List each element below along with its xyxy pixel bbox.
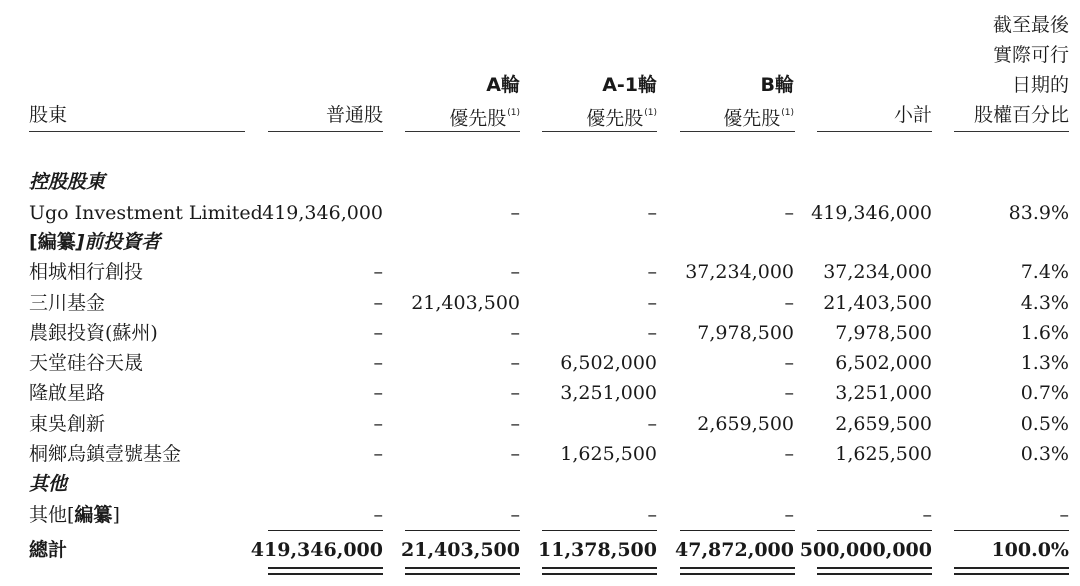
table-row	[0, 409, 1080, 439]
double-line-a-2	[405, 573, 520, 575]
cell-subtotal: 419,346,000	[811, 202, 932, 224]
row-name: 農銀投資(蘇州)	[29, 322, 158, 344]
cell-ordinary: 419,346,000	[262, 202, 383, 224]
cell-a-preferred: –	[510, 261, 520, 283]
cell-a-preferred: –	[510, 202, 520, 224]
total-b-preferred: 47,872,000	[675, 539, 794, 561]
double-line-a1-2	[542, 573, 657, 575]
cell-percentage: 4.3%	[1020, 292, 1069, 314]
header-subtotal: 小計	[893, 104, 932, 126]
cell-ordinary: –	[373, 292, 383, 314]
cell-a1-preferred: –	[647, 261, 657, 283]
header-a-preferred: 優先股$^{(1)}$	[449, 107, 520, 130]
double-line-b-2	[680, 573, 795, 575]
row-name: 桐鄉烏鎮壹號基金	[29, 443, 182, 465]
cell-ordinary: –	[373, 504, 383, 526]
cell-percentage: 0.7%	[1020, 382, 1069, 404]
cell-ordinary: –	[373, 261, 383, 283]
table-row-total	[0, 535, 1080, 565]
header-underline-b	[680, 131, 795, 132]
header-shareholder: 股東	[29, 104, 68, 126]
header-underline-a1	[542, 131, 657, 132]
cell-b-preferred: –	[784, 443, 794, 465]
row-name: Ugo Investment Limited	[29, 202, 263, 224]
double-line-subtotal-1	[817, 567, 932, 569]
redacted-text: 編纂	[74, 504, 113, 526]
table-row	[0, 198, 1080, 228]
sum-line-a	[405, 530, 520, 531]
cell-a1-preferred: 1,625,500	[560, 443, 657, 465]
row-name: 東吳創新	[29, 413, 106, 435]
cell-subtotal: 6,502,000	[835, 352, 932, 374]
section-pre-ipo-investors: [編纂]前投資者	[29, 231, 161, 253]
cell-subtotal: 2,659,500	[835, 413, 932, 435]
double-line-b-1	[680, 567, 795, 569]
cell-b-preferred: 7,978,500	[697, 322, 794, 344]
table-row	[0, 257, 1080, 287]
header-ordinary: 普通股	[325, 104, 383, 126]
cell-a1-preferred: 6,502,000	[560, 352, 657, 374]
cell-subtotal: 21,403,500	[823, 292, 932, 314]
table-row	[0, 439, 1080, 469]
double-line-pct-1	[954, 567, 1069, 569]
row-name: 相城相行創投	[29, 261, 144, 283]
sum-line-pct	[954, 530, 1069, 531]
cell-percentage: –	[1059, 504, 1069, 526]
header-pct-line3: 日期的	[1011, 74, 1069, 96]
cell-percentage: 1.3%	[1020, 352, 1069, 374]
row-name: 天堂硅谷天晟	[29, 352, 144, 374]
cell-a-preferred: 21,403,500	[411, 292, 520, 314]
header-a1-preferred: 優先股$^{(1)}$	[586, 107, 657, 130]
row-name: 其他[編纂]	[29, 504, 120, 526]
cell-subtotal: –	[922, 504, 932, 526]
cell-b-preferred: –	[784, 352, 794, 374]
redacted-text: 編纂	[37, 231, 76, 253]
cell-a1-preferred: –	[647, 202, 657, 224]
cell-subtotal: 1,625,500	[835, 443, 932, 465]
total-a-preferred: 21,403,500	[401, 539, 520, 561]
cell-a-preferred: –	[510, 413, 520, 435]
cell-subtotal: 37,234,000	[823, 261, 932, 283]
header-b-round: B輪	[760, 74, 794, 96]
cell-b-preferred: 37,234,000	[685, 261, 794, 283]
header-underline-a	[405, 131, 520, 132]
cell-b-preferred: 2,659,500	[697, 413, 794, 435]
cell-a-preferred: –	[510, 443, 520, 465]
sum-line-ordinary	[268, 530, 383, 531]
cell-percentage: 1.6%	[1020, 322, 1069, 344]
total-percentage: 100.0%	[991, 539, 1069, 561]
row-name: 隆啟星路	[29, 382, 106, 404]
cell-percentage: 7.4%	[1020, 261, 1069, 283]
cell-percentage: 0.5%	[1020, 413, 1069, 435]
cell-b-preferred: –	[784, 202, 794, 224]
cell-a1-preferred: –	[647, 504, 657, 526]
header-a-round: A輪	[486, 74, 520, 96]
table-row-others	[0, 500, 1080, 530]
cell-a1-preferred: –	[647, 413, 657, 435]
double-line-subtotal-2	[817, 573, 932, 575]
cell-a-preferred: –	[510, 352, 520, 374]
total-subtotal: 500,000,000	[799, 539, 932, 561]
cell-ordinary: –	[373, 322, 383, 344]
cell-a1-preferred: 3,251,000	[560, 382, 657, 404]
sum-line-subtotal	[817, 530, 932, 531]
cell-percentage: 83.9%	[1008, 202, 1069, 224]
cell-a1-preferred: –	[647, 322, 657, 344]
header-a1-round: A-1輪	[602, 74, 657, 96]
header-pct-line2: 實際可行	[992, 44, 1069, 66]
double-line-pct-2	[954, 573, 1069, 575]
header-underline-subtotal	[817, 131, 932, 132]
cell-b-preferred: –	[784, 504, 794, 526]
section-controlling-shareholder: 控股股東	[29, 171, 106, 193]
cell-subtotal: 3,251,000	[835, 382, 932, 404]
cell-ordinary: –	[373, 413, 383, 435]
cell-ordinary: –	[373, 443, 383, 465]
header-b-preferred: 優先股$^{(1)}$	[723, 107, 794, 130]
table-row	[0, 318, 1080, 348]
row-name: 三川基金	[29, 292, 106, 314]
table-row	[0, 348, 1080, 378]
header-pct-line4: 股權百分比	[973, 104, 1069, 126]
total-label: 總計	[29, 539, 68, 561]
cell-a-preferred: –	[510, 504, 520, 526]
double-line-ordinary-1	[268, 567, 383, 569]
total-a1-preferred: 11,378,500	[538, 539, 657, 561]
header-underline-pct	[954, 131, 1069, 132]
cell-ordinary: –	[373, 352, 383, 374]
cell-a-preferred: –	[510, 322, 520, 344]
header-underline-shareholder	[29, 131, 245, 132]
cell-ordinary: –	[373, 382, 383, 404]
cell-percentage: 0.3%	[1020, 443, 1069, 465]
section-others: 其他	[29, 473, 68, 495]
double-line-ordinary-2	[268, 573, 383, 575]
cell-b-preferred: –	[784, 292, 794, 314]
table-row	[0, 378, 1080, 408]
double-line-a1-1	[542, 567, 657, 569]
header-pct-line1: 截至最後	[992, 14, 1069, 36]
header-underline-ordinary	[268, 131, 383, 132]
total-ordinary: 419,346,000	[250, 539, 383, 561]
cell-b-preferred: –	[784, 382, 794, 404]
cell-a1-preferred: –	[647, 292, 657, 314]
double-line-a-1	[405, 567, 520, 569]
sum-line-a1	[542, 530, 657, 531]
sum-line-b	[680, 530, 795, 531]
cell-subtotal: 7,978,500	[835, 322, 932, 344]
cell-a-preferred: –	[510, 382, 520, 404]
table-row	[0, 288, 1080, 318]
